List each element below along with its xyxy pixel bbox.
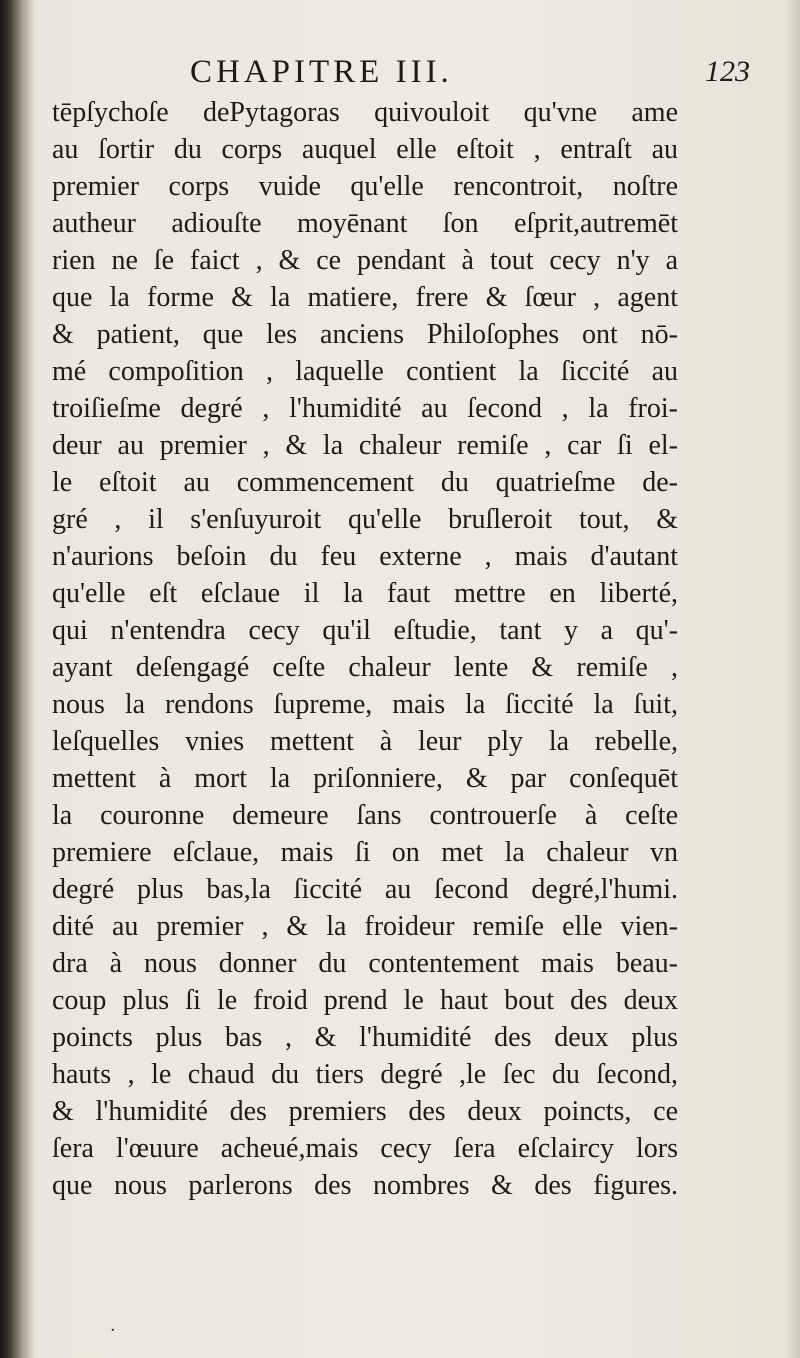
text-line: mettent à mort la priſonniere, & par conſequēt: [52, 763, 678, 794]
text-line: ayant deſengagé ceſte chaleur lente & remiſe ,: [52, 652, 678, 683]
text-line: & patient, que les anciens Philoſophes ont nō-: [52, 319, 678, 350]
text-line: mé compoſition , laquelle contient la ſiccité au: [52, 356, 678, 387]
text-line: nous la rendons ſupreme, mais la ſiccité la ſuit,: [52, 689, 678, 720]
text-line: premiere eſclaue, mais ſi on met la chaleur vn: [52, 837, 678, 868]
text-line: & l'humidité des premiers des deux poincts, ce: [52, 1096, 678, 1127]
text-line: poincts plus bas , & l'humidité des deux plus: [52, 1022, 678, 1053]
text-line: ſera l'œuure acheué,mais cecy ſera eſclaircy lors: [52, 1133, 678, 1164]
text-line: dité au premier , & la froideur remiſe elle vien-: [52, 911, 678, 942]
text-line: qu'elle eſt eſclaue il la faut mettre en liberté,: [52, 578, 678, 609]
ink-speck: ·: [110, 1320, 116, 1341]
text-line: gré , il s'enſuyuroit qu'elle bruſleroit tout, &: [52, 504, 678, 535]
text-line: hauts , le chaud du tiers degré ,le ſec du ſecond,: [52, 1059, 678, 1090]
text-line: dra à nous donner du contentement mais beau-: [52, 948, 678, 979]
text-line: deur au premier , & la chaleur remiſe , car ſi el-: [52, 430, 678, 461]
page-edge: [786, 0, 800, 1358]
text-line: que nous parlerons des nombres & des figures.: [52, 1170, 678, 1201]
text-line: au ſortir du corps auquel elle eſtoit , entraſt au: [52, 134, 678, 165]
text-line: degré plus bas,la ſiccité au ſecond degré,l'humi.: [52, 874, 678, 905]
page-gutter-shadow: [0, 0, 34, 1358]
text-line: la couronne demeure ſans controuerſe à ceſte: [52, 800, 678, 831]
text-line: rien ne ſe faict , & ce pendant à tout cecy n'y a: [52, 245, 678, 276]
text-line: tēpſychoſe dePytagoras quivouloit qu'vne ame: [52, 97, 678, 128]
text-line: premier corps vuide qu'elle rencontroit, noſtre: [52, 171, 678, 202]
text-line: troiſieſme degré , l'humidité au ſecond , la froi-: [52, 393, 678, 424]
page-header: [190, 50, 750, 94]
text-line: que la forme & la matiere, frere & ſœur , agent: [52, 282, 678, 313]
text-line: coup plus ſi le froid prend le haut bout des deux: [52, 985, 678, 1016]
page-number: 123: [705, 55, 750, 88]
text-line: leſquelles vnies mettent à leur ply la rebelle,: [52, 726, 678, 757]
text-line: le eſtoit au commencement du quatrieſme de-: [52, 467, 678, 498]
text-line: qui n'entendra cecy qu'il eſtudie, tant y a qu'-: [52, 615, 678, 646]
body-text: [52, 94, 678, 1204]
text-line: n'aurions beſoin du feu externe , mais d'autant: [52, 541, 678, 572]
running-head: CHAPITRE III.: [190, 53, 453, 90]
text-line: autheur adiouſte moyēnant ſon eſprit,autremēt: [52, 208, 678, 239]
